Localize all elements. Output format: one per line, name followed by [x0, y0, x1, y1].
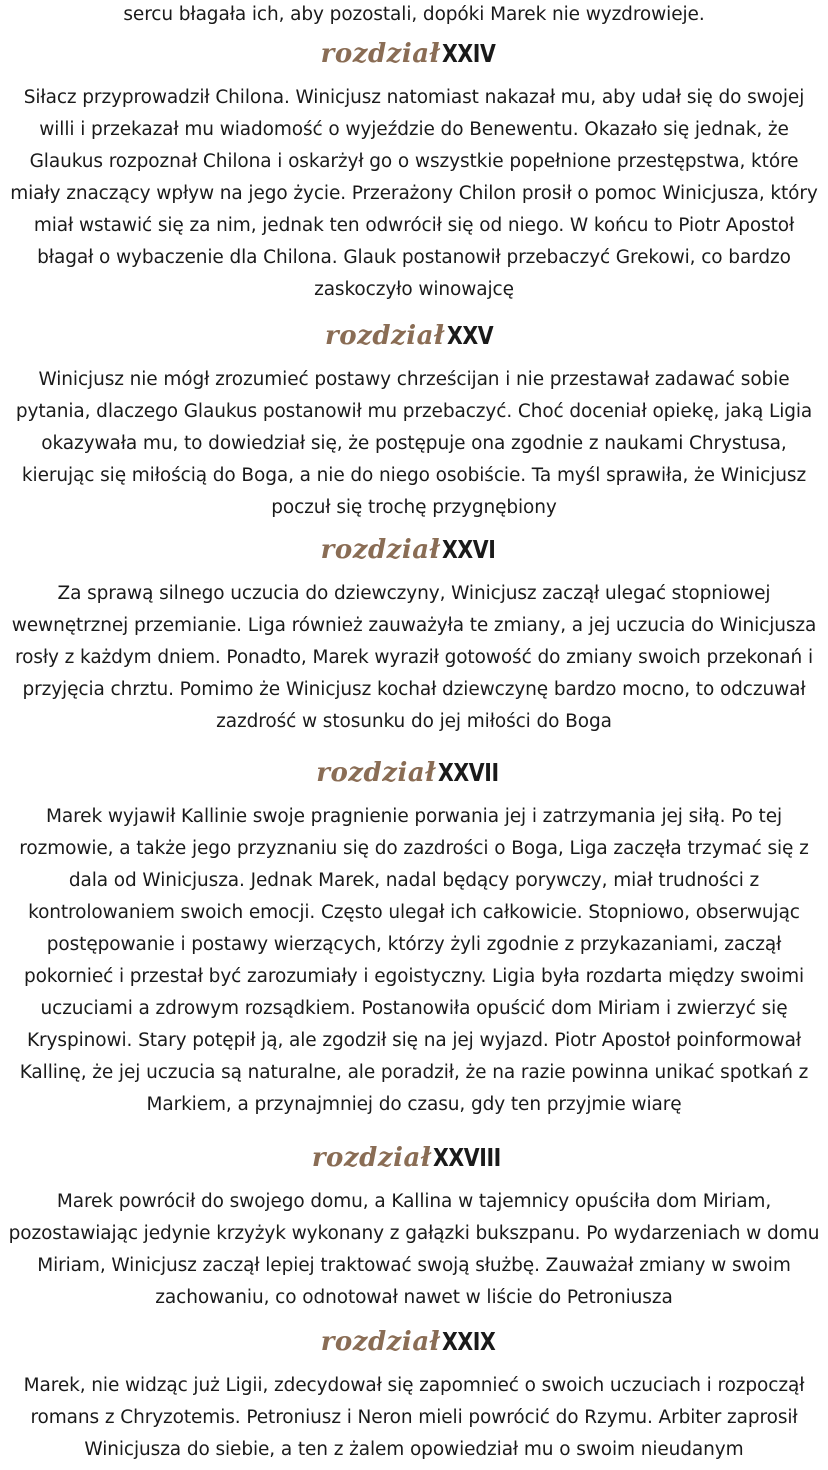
- chapter-heading-word: rozdział: [325, 321, 445, 351]
- chapter-heading-xxix: [0, 1322, 828, 1362]
- chapter-paragraph-xxv: Winicjusz nie mógł zrozumieć postawy chrześcijan i nie przestawał zadawać sobie pytania, dlaczego Glaukus postanowił mu przebaczyć. Choć doceniał opiekę, jaką Ligia okazywała mu, to dowiedział się, że postępuje ona zgodnie z naukami Chrystusa, kierując się miłością do Boga, a nie do niego osobiście. Ta myśl sprawiła, że Winicjusz poczuł się trochę przygnębiony: [15, 369, 813, 518]
- chapter-heading-word: rozdział: [311, 1143, 432, 1173]
- chapter-heading-xxiv: [0, 34, 828, 74]
- chapter-heading-xxviii: [0, 1138, 828, 1178]
- paragraph-continued: sercu błagała ich, aby pozostali, dopóki Marek nie wyzdrowieje.: [123, 4, 705, 25]
- chapter-heading-numeral: XXVIII: [433, 1143, 502, 1172]
- chapter-heading-word: rozdział: [320, 535, 441, 565]
- chapter-heading-word: rozdział: [320, 1327, 441, 1357]
- chapter-heading-numeral: XXV: [446, 321, 493, 350]
- chapter-paragraph-xxvi: Za sprawą silnego uczucia do dziewczyny, Winicjusz zaczął ulegać stopniowej wewnętrznej przemianie. Liga również zauważyła te zmiany, a jej uczucia do Winicjusza rosły z każdym dniem. Ponadto, Marek wyraził gotowość do zmiany swoich przekonań i przyjęcia chrztu. Pomimo że Winicjusz kochał dziewczynę bardzo mocno, to odczuwał zazdrość w stosunku do jej miłości do Boga: [11, 583, 817, 732]
- chapter-heading-numeral: XXVI: [442, 535, 496, 564]
- chapter-paragraph-xxviii: Marek powrócił do swojego domu, a Kallina w tajemnicy opuściła dom Miriam, pozostawiając jedynie krzyżyk wykonany z gałązki bukszpanu. Po wydarzeniach w domu Miriam, Winicjusz zaczął lepiej traktować swoją służbę. Zauważał zmiany w swoim zachowaniu, co odnotował nawet w liście do Petroniusza: [8, 1191, 820, 1308]
- chapter-heading-xxvii: [0, 753, 828, 793]
- chapter-heading-numeral: XXIV: [442, 39, 496, 68]
- chapter-heading-xxvi: [0, 530, 828, 570]
- chapter-heading-numeral: XXVII: [437, 758, 499, 787]
- chapter-heading-word: rozdział: [320, 39, 441, 69]
- chapter-heading-xxv: [0, 316, 828, 356]
- chapter-paragraph-xxiv: Siłacz przyprowadził Chilona. Winicjusz natomiast nakazał mu, aby udał się do swojej willi i przekazał mu wiadomość o wyjeździe do Benewentu. Okazało się jednak, że Glaukus rozpoznał Chilona i oskarżył go o wszystkie popełnione przestępstwa, które miały znaczący wpływ na jego życie. Przerażony Chilon prosił o pomoc Winicjusza, który miał wstawić się za nim, jednak ten odwrócił się od niego. W końcu to Piotr Apostoł błagał o wybaczenie dla Chilona. Glauk postanowił przebaczyć Grekowi, co bardzo zaskoczyło winowajcę: [10, 87, 818, 300]
- chapter-paragraph-xxix: Marek, nie widząc już Ligii, zdecydował się zapomnieć o swoich uczuciach i rozpoczął romans z Chryzotemis. Petroniusz i Neron mieli powrócić do Rzymu. Arbiter zaprosił Winicjusza do siebie, a ten z żalem opowiedział mu o swoim nieudanym: [23, 1375, 805, 1460]
- chapter-paragraph-xxvii: Marek wyjawił Kallinie swoje pragnienie porwania jej i zatrzymania jej siłą. Po tej rozmowie, a także jego przyznaniu się do zazdrości o Boga, Liga zaczęła trzymać się z dala od Winicjusza. Jednak Marek, nadal będący porywczy, miał trudności z kontrolowaniem swoich emocji. Często ulegał ich całkowicie. Stopniowo, obserwując postępowanie i postawy wierzących, którzy żyli zgodnie z przykazaniami, zaczął pokornieć i przestał być zarozumiały i egoistyczny. Ligia była rozdarta między swoimi uczuciami a zdrowym rozsądkiem. Postanowiła opuścić dom Miriam i zwierzyć się Kryspinowi. Stary potępił ją, ale zgodził się na jej wyjazd. Piotr Apostoł poinformował Kallinę, że jej uczucia są naturalne, ale poradził, że na razie powinna unikać spotkań z Markiem, a przynajmniej do czasu, gdy ten przyjmie wiarę: [19, 806, 809, 1115]
- chapter-heading-word: rozdział: [316, 758, 436, 788]
- chapter-heading-numeral: XXIX: [442, 1327, 496, 1356]
